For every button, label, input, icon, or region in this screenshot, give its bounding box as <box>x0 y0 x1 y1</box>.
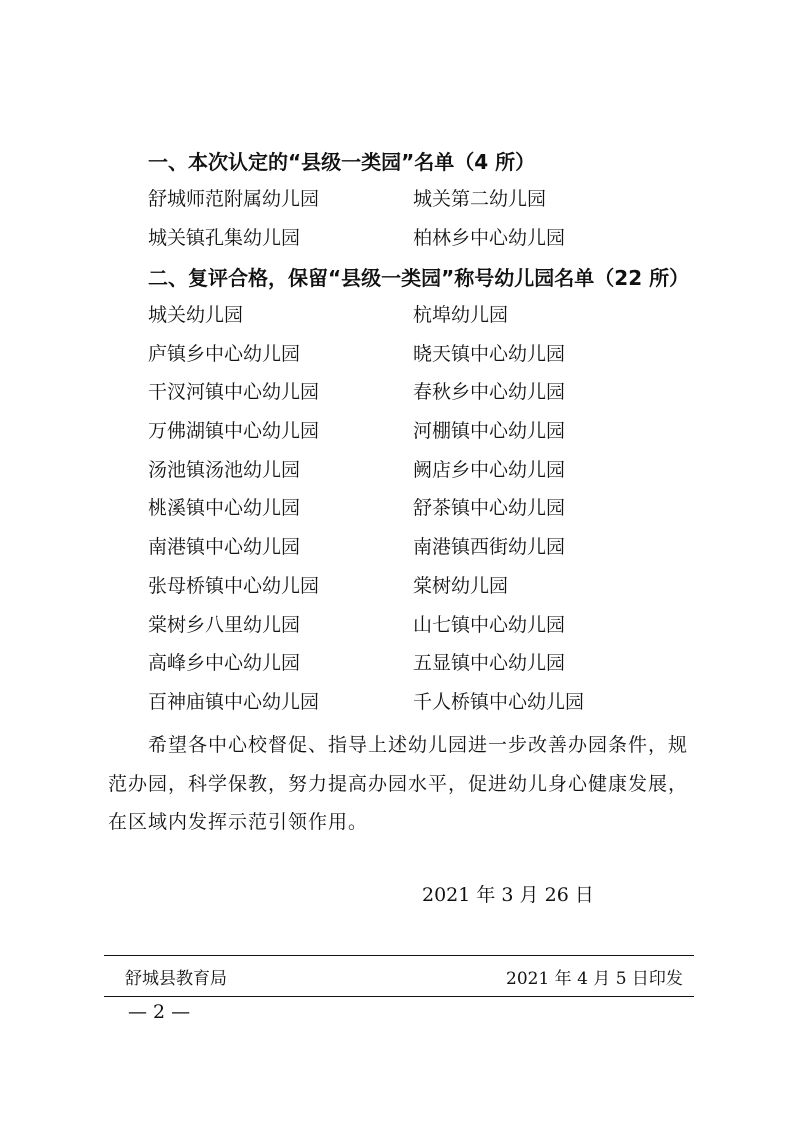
list-row <box>148 650 668 689</box>
kindergarten-name: 城关镇孔集幼儿园 <box>148 226 301 249</box>
footer-bottom-rule <box>104 996 694 997</box>
kindergarten-name: 春秋乡中心幼儿园 <box>413 381 566 404</box>
kindergarten-name: 汤池镇汤池幼儿园 <box>148 458 301 481</box>
kindergarten-name: 棠树乡八里幼儿园 <box>148 613 301 636</box>
kindergarten-name: 河棚镇中心幼儿园 <box>413 420 566 443</box>
list-row <box>148 457 668 496</box>
kindergarten-name: 阙店乡中心幼儿园 <box>413 458 566 481</box>
signature-date: 2021 年 3 月 26 日 <box>422 884 594 906</box>
kindergarten-name: 干汊河镇中心幼儿园 <box>148 381 320 404</box>
kindergarten-name: 柏林乡中心幼儿园 <box>413 226 566 249</box>
page-number: — 2 — <box>128 1001 191 1023</box>
section2-list <box>148 302 668 728</box>
list-row <box>148 379 668 418</box>
list-row <box>148 573 668 612</box>
kindergarten-name: 舒城师范附属幼儿园 <box>148 188 320 210</box>
kindergarten-name: 庐镇乡中心幼儿园 <box>148 342 301 365</box>
kindergarten-name: 万佛湖镇中心幼儿园 <box>148 420 320 443</box>
list-row <box>148 495 668 534</box>
list-row <box>148 534 668 573</box>
kindergarten-name: 棠树幼儿园 <box>413 574 509 597</box>
kindergarten-name: 百神庙镇中心幼儿园 <box>148 690 320 713</box>
section1-list <box>148 186 668 263</box>
kindergarten-name: 山七镇中心幼儿园 <box>413 613 566 636</box>
kindergarten-name: 高峰乡中心幼儿园 <box>148 652 301 675</box>
footer-top-rule <box>104 955 694 956</box>
section2-heading: 二、复评合格，保留“县级一类园”称号幼儿园名单（22 所） <box>148 266 690 290</box>
kindergarten-name: 城关第二幼儿园 <box>413 188 547 210</box>
kindergarten-name: 南港镇西街幼儿园 <box>413 536 566 559</box>
kindergarten-name: 五显镇中心幼儿园 <box>413 652 566 675</box>
section1-heading: 一、本次认定的“县级一类园”名单（4 所） <box>148 150 536 174</box>
kindergarten-name: 晓天镇中心幼儿园 <box>413 342 566 365</box>
kindergarten-name: 南港镇中心幼儿园 <box>148 536 301 559</box>
footer-issuer: 舒城县教育局 <box>125 969 227 989</box>
list-row <box>148 302 668 341</box>
body-paragraph: 希望各中心校督促、指导上述幼儿园进一步改善办园条件，规范办园，科学保教，努力提高办园水平，促进幼儿身心健康发展，在区域内发挥示范引领作用。 <box>108 734 689 833</box>
kindergarten-name: 张母桥镇中心幼儿园 <box>148 574 320 597</box>
list-row <box>148 612 668 651</box>
kindergarten-name: 杭埠幼儿园 <box>413 304 509 326</box>
list-row <box>148 225 668 264</box>
list-row <box>148 418 668 457</box>
kindergarten-name: 千人桥镇中心幼儿园 <box>413 690 585 713</box>
kindergarten-name: 桃溪镇中心幼儿园 <box>148 497 301 520</box>
list-row <box>148 186 668 225</box>
list-row <box>148 689 668 728</box>
kindergarten-name: 舒茶镇中心幼儿园 <box>413 497 566 520</box>
list-row <box>148 341 668 380</box>
kindergarten-name: 城关幼儿园 <box>148 304 244 326</box>
footer-print-date: 2021 年 4 月 5 日印发 <box>506 969 683 989</box>
